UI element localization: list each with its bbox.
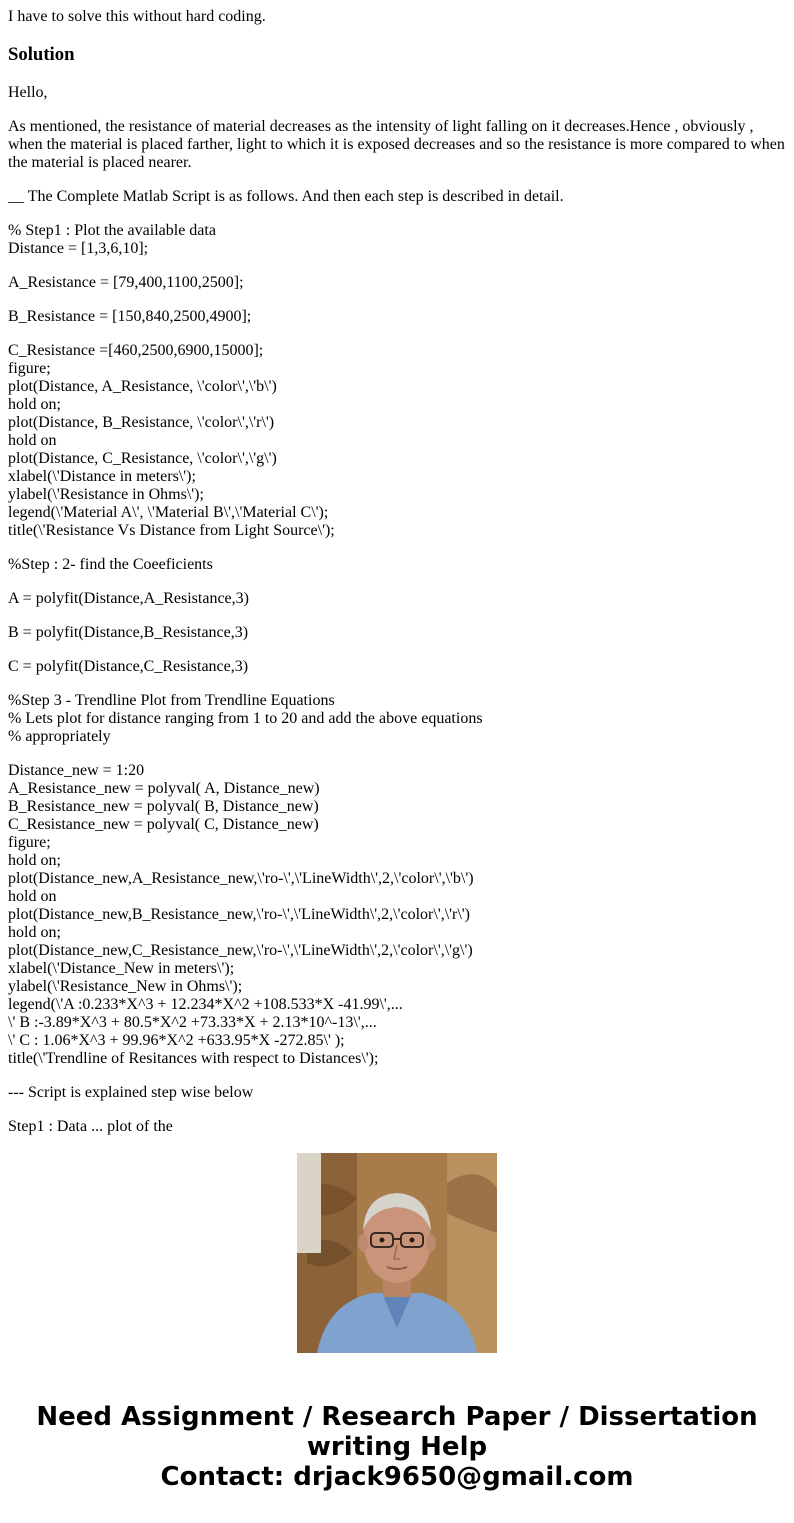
- code-line: %Step 3 - Trendline Plot from Trendline Equations: [8, 692, 335, 709]
- code-line: figure;: [8, 360, 51, 377]
- step1-plot-code: [8, 342, 788, 540]
- code-line: xlabel(\'Distance_New in meters\');: [8, 960, 235, 977]
- question-text: I have to solve this without hard coding.: [8, 8, 266, 25]
- b-resistance-line: B_Resistance = [150,840,2500,4900];: [8, 308, 252, 325]
- step3-code: [8, 762, 788, 1068]
- code-line: title(\'Trendline of Resitances with respect to Distances\');: [8, 1050, 379, 1067]
- code-line: hold on;: [8, 852, 61, 869]
- code-line: B_Resistance_new = polyval( B, Distance_new): [8, 798, 319, 815]
- solution-content: [8, 0, 788, 1135]
- script-intro: __ The Complete Matlab Script is as follows. And then each step is described in detail.: [8, 188, 564, 205]
- code-line: plot(Distance_new,A_Resistance_new,\'ro-\',\'LineWidth\',2,\'color\',\'b\'): [8, 870, 474, 887]
- code-line: Distance_new = 1:20: [8, 762, 145, 779]
- code-line: \' B :-3.89*X^3 + 80.5*X^2 +73.33*X + 2.13*10^-13\',...: [8, 1014, 377, 1031]
- polyfit-a-line: A = polyfit(Distance,A_Resistance,3): [8, 590, 249, 607]
- greeting: Hello,: [8, 84, 48, 101]
- explained-note: --- Script is explained step wise below: [8, 1084, 254, 1101]
- code-line: % Step1 : Plot the available data: [8, 222, 216, 239]
- code-line: plot(Distance_new,B_Resistance_new,\'ro-\',\'LineWidth\',2,\'color\',\'r\'): [8, 906, 471, 923]
- solution-heading: Solution: [8, 44, 75, 65]
- promo-line-2: writing Help: [306, 1432, 488, 1462]
- explanation-paragraph: As mentioned, the resistance of material decreases as the intensity of light falling on it decreases.Hence , obviously , when the material is placed farther, light to which it is exposed decreases and so the resistance is more compared to when the material is placed nearer.: [8, 118, 785, 171]
- code-line: plot(Distance, B_Resistance, \'color\',\'r\'): [8, 414, 275, 431]
- code-line: hold on: [8, 888, 57, 905]
- code-line: legend(\'A :0.233*X^3 + 12.234*X^2 +108.533*X -41.99\',...: [8, 996, 403, 1013]
- promo-line-1: Need Assignment / Research Paper / Dissertation: [36, 1402, 758, 1432]
- code-line: xlabel(\'Distance in meters\');: [8, 468, 196, 485]
- code-line: C_Resistance =[460,2500,6900,15000];: [8, 342, 264, 359]
- code-line: % appropriately: [8, 728, 111, 745]
- promo-contact: Contact: drjack9650@gmail.com: [160, 1462, 634, 1492]
- code-line: ylabel(\'Resistance_New in Ohms\');: [8, 978, 243, 995]
- code-line: plot(Distance, C_Resistance, \'color\',\'g\'): [8, 450, 277, 467]
- code-line: hold on: [8, 432, 57, 449]
- a-resistance-line: A_Resistance = [79,400,1100,2500];: [8, 274, 244, 291]
- polyfit-c-line: C = polyfit(Distance,C_Resistance,3): [8, 658, 249, 675]
- author-photo-icon: [297, 1153, 497, 1353]
- code-line: title(\'Resistance Vs Distance from Light Source\');: [8, 522, 335, 539]
- code-line: hold on;: [8, 396, 61, 413]
- step1-code: [8, 222, 788, 258]
- code-line: legend(\'Material A\', \'Material B\',\'Material C\');: [8, 504, 329, 521]
- code-line: % Lets plot for distance ranging from 1 to 20 and add the above equations: [8, 710, 483, 727]
- step3-comment: [8, 692, 788, 746]
- code-line: figure;: [8, 834, 51, 851]
- code-line: Distance = [1,3,6,10];: [8, 240, 149, 257]
- code-line: \' C : 1.06*X^3 + 99.96*X^2 +633.95*X -272.85\' );: [8, 1032, 345, 1049]
- polyfit-b-line: B = polyfit(Distance,B_Resistance,3): [8, 624, 249, 641]
- step2-comment: %Step : 2- find the Coeeficients: [8, 556, 213, 573]
- code-line: ylabel(\'Resistance in Ohms\');: [8, 486, 204, 503]
- author-avatar: [297, 1153, 497, 1353]
- code-line: plot(Distance_new,C_Resistance_new,\'ro-\',\'LineWidth\',2,\'color\',\'g\'): [8, 942, 473, 959]
- code-line: A_Resistance_new = polyval( A, Distance_new): [8, 780, 320, 797]
- code-line: hold on;: [8, 924, 61, 941]
- code-line: plot(Distance, A_Resistance, \'color\',\'b\'): [8, 378, 277, 395]
- code-line: C_Resistance_new = polyval( C, Distance_new): [8, 816, 319, 833]
- cut-off-line: Step1 : Data ... plot of the: [8, 1118, 173, 1135]
- promo-banner: [0, 1402, 794, 1492]
